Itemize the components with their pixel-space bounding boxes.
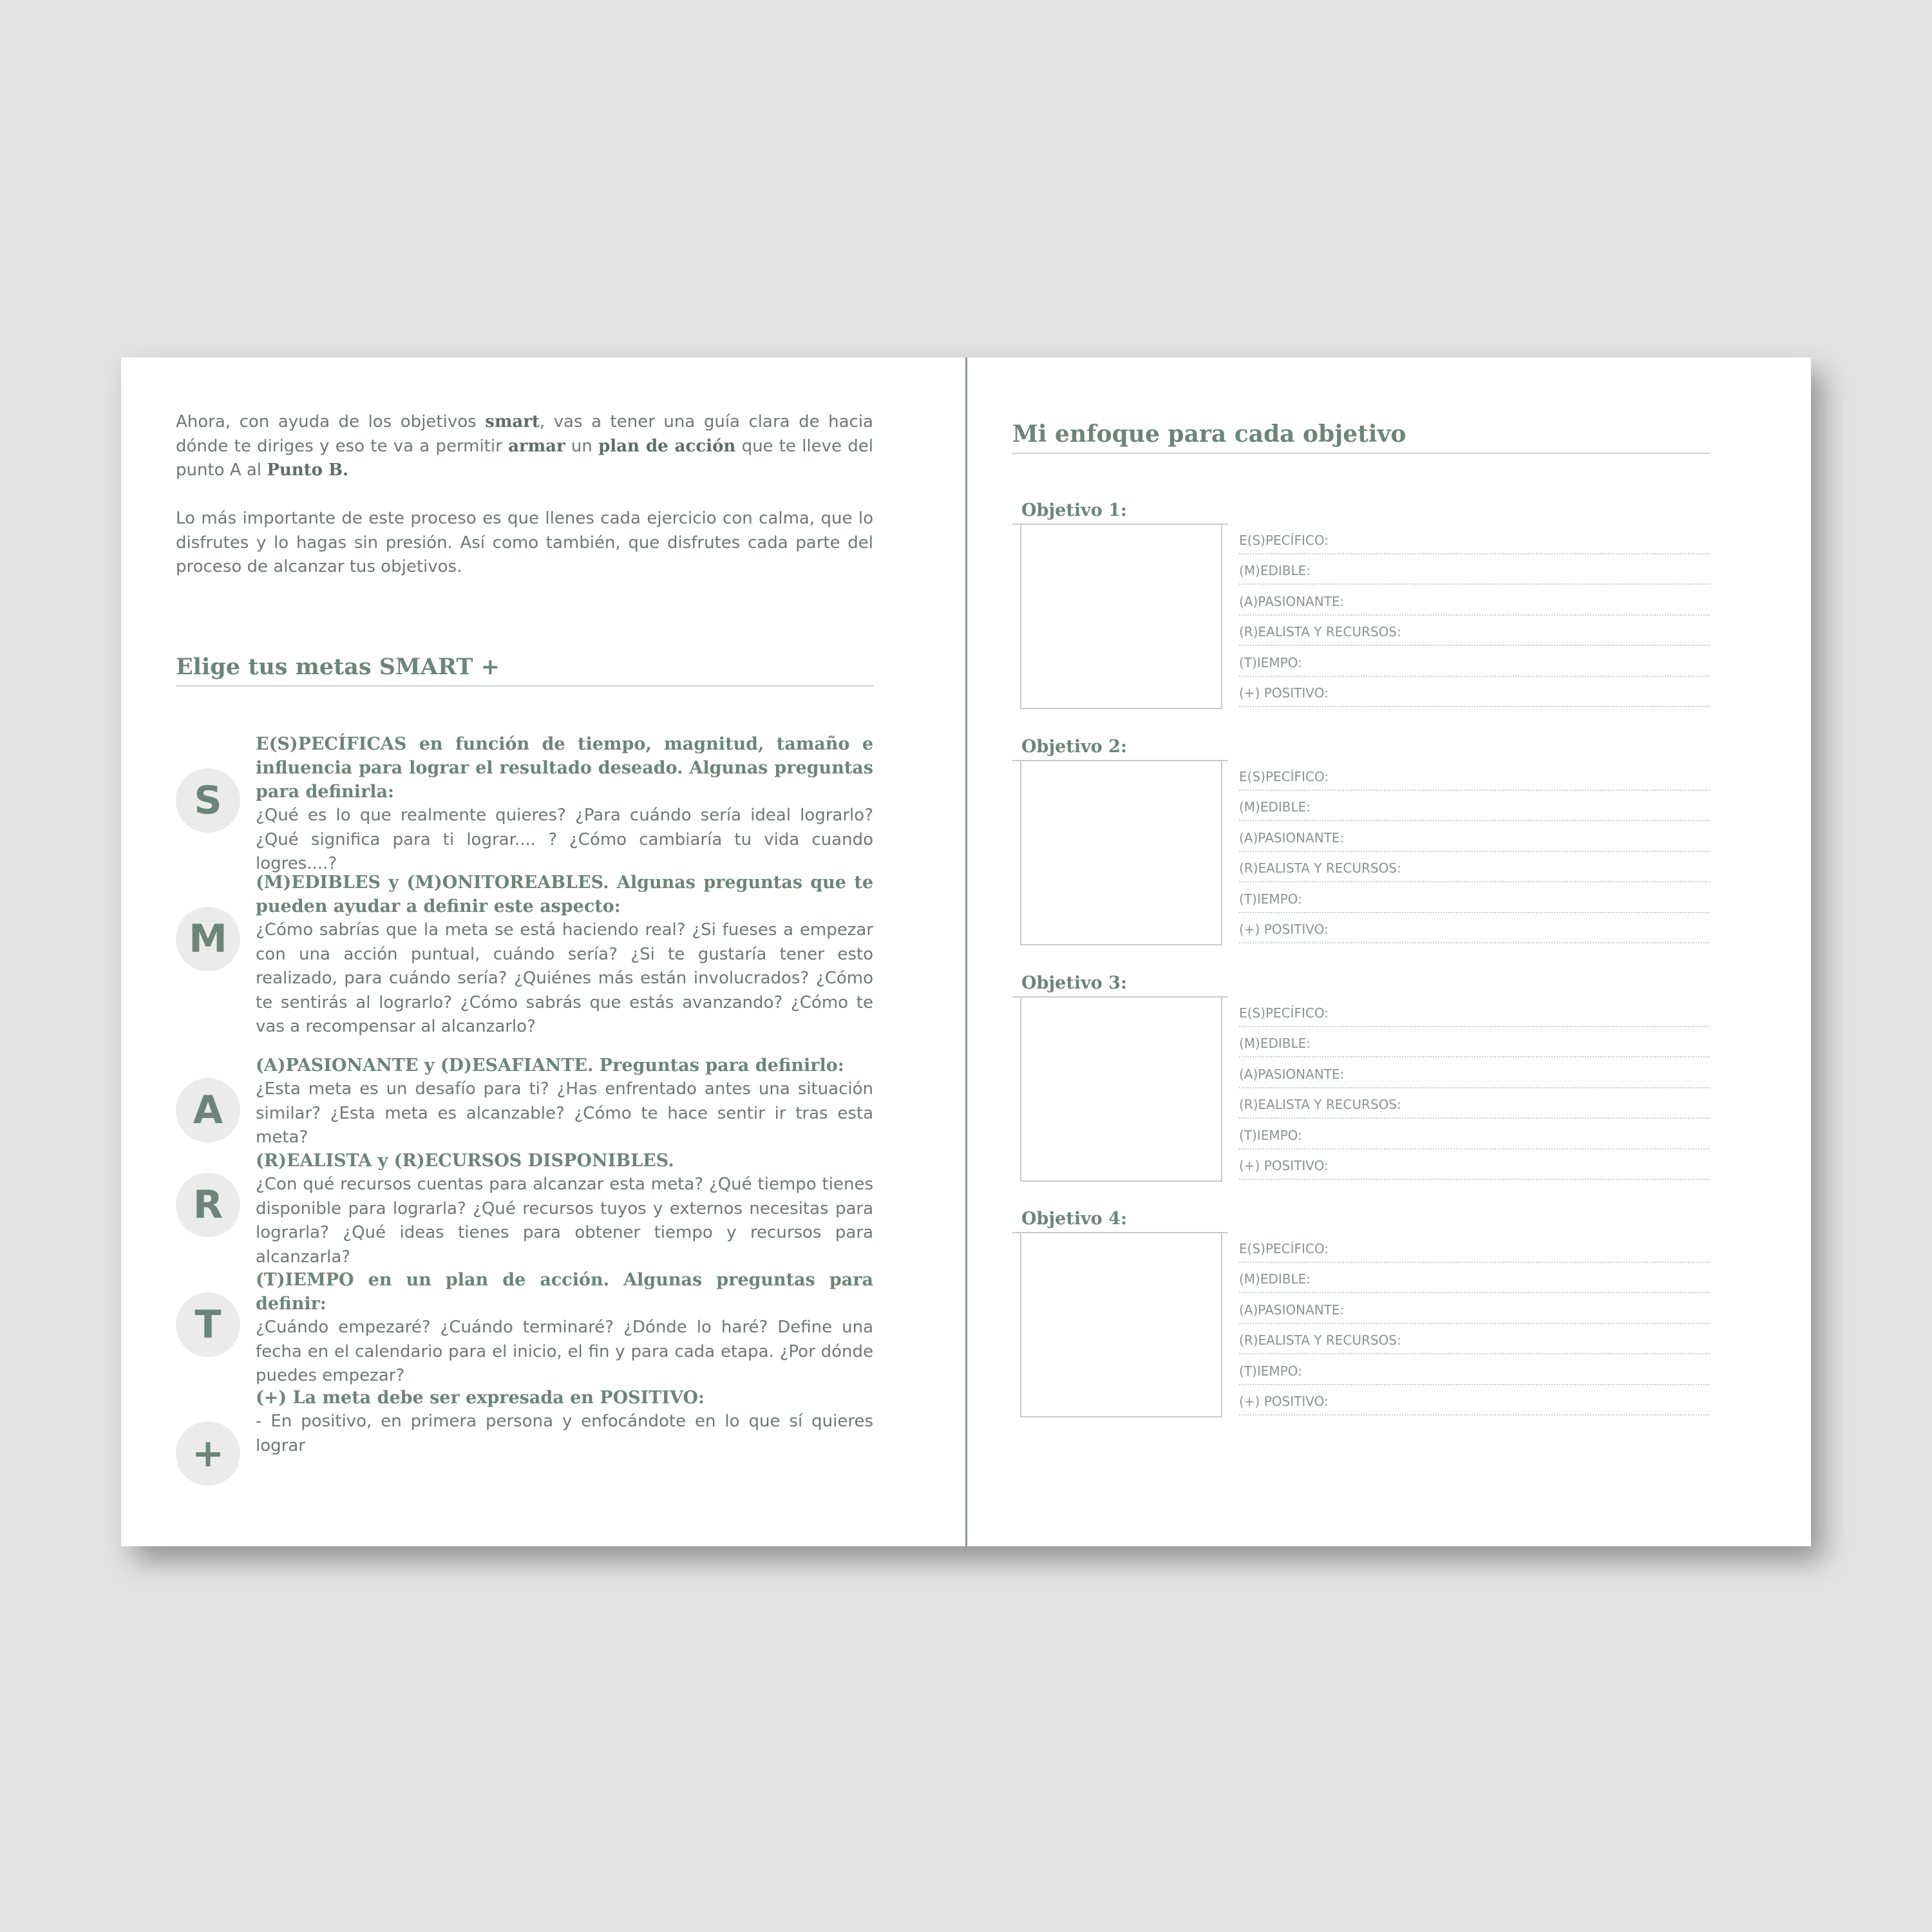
objetivo-image-box[interactable] bbox=[1020, 1232, 1222, 1417]
letter-circle-t: T bbox=[176, 1293, 240, 1357]
objetivo-block-3 bbox=[1012, 973, 1710, 1173]
right-page-title: Mi enfoque para cada objetivo bbox=[1012, 421, 1710, 454]
objetivo-image-box[interactable] bbox=[1020, 760, 1222, 945]
field-especifico[interactable]: E(S)PECÍFICO: bbox=[1239, 760, 1710, 791]
objetivo-fields bbox=[1239, 760, 1710, 943]
intro-paragraph-2: Lo más importante de este proceso es que llenes cada ejercicio con calma, que lo disfrutes y lo hagas sin presión. Así como también, que disfrutes cada parte del proceso de alcanzar tus objetivos. bbox=[176, 509, 873, 576]
field-apasionante[interactable]: (A)PASIONANTE: bbox=[1239, 585, 1710, 616]
smart-item-body: ¿Qué es lo que realmente quieres? ¿Para cuándo sería ideal lograrlo? ¿Qué significa para ti lograr.... ? ¿Cómo cambiaría tu vida cuando logres....? bbox=[256, 806, 873, 873]
field-realista[interactable]: (R)EALISTA Y RECURSOS: bbox=[1239, 616, 1710, 647]
smart-item-body: - En positivo, en primera persona y enfocándote en lo que sí quieres lograr bbox=[256, 1412, 873, 1455]
smart-item-text bbox=[256, 1268, 873, 1388]
left-page bbox=[121, 357, 965, 1546]
smart-item-body: ¿Con qué recursos cuentas para alcanzar esta meta? ¿Qué tiempo tienes disponible para lograrla? ¿Qué recursos tuyos y externos necesitas para lograrla? ¿Qué ideas tienes para obtener tiempo y recursos para alcanzarla? bbox=[256, 1175, 873, 1267]
field-medible[interactable]: (M)EDIBLE: bbox=[1239, 791, 1710, 822]
field-tiempo[interactable]: (T)IEMPO: bbox=[1239, 882, 1710, 913]
objetivo-fields bbox=[1239, 1232, 1710, 1416]
smart-item-text bbox=[256, 732, 873, 876]
field-especifico[interactable]: E(S)PECÍFICO: bbox=[1239, 996, 1710, 1027]
objetivo-fields bbox=[1239, 996, 1710, 1180]
field-apasionante[interactable]: (A)PASIONANTE: bbox=[1239, 1057, 1710, 1088]
field-medible[interactable]: (M)EDIBLE: bbox=[1239, 1027, 1710, 1058]
field-positivo[interactable]: (+) POSITIVO: bbox=[1239, 1150, 1710, 1180]
section-title: Elige tus metas SMART + bbox=[176, 654, 873, 687]
smart-item-heading: (+) La meta debe ser expresada en POSITIVO: bbox=[256, 1388, 705, 1408]
letter-circle-a: A bbox=[176, 1078, 240, 1142]
smart-item-heading: (R)EALISTA y (R)ECURSOS DISPONIBLES. bbox=[256, 1151, 674, 1171]
right-page bbox=[967, 357, 1811, 1546]
field-positivo[interactable]: (+) POSITIVO: bbox=[1239, 1385, 1710, 1416]
objetivo-image-box[interactable] bbox=[1020, 524, 1222, 709]
field-apasionante[interactable]: (A)PASIONANTE: bbox=[1239, 821, 1710, 852]
objetivo-block-4 bbox=[1012, 1209, 1710, 1409]
objetivo-block-2 bbox=[1012, 737, 1710, 937]
smart-item-heading: (T)IEMPO en un plan de acción. Algunas preguntas para definir: bbox=[256, 1270, 873, 1314]
smart-item-text bbox=[256, 871, 873, 1039]
objetivo-label: Objetivo 3: bbox=[1021, 973, 1127, 993]
objetivo-label: Objetivo 2: bbox=[1021, 737, 1127, 757]
field-medible[interactable]: (M)EDIBLE: bbox=[1239, 1263, 1710, 1294]
objetivo-block-1 bbox=[1012, 500, 1710, 701]
smart-item-text bbox=[256, 1386, 873, 1458]
smart-item-heading: (M)EDIBLES y (M)ONITOREABLES. Algunas preguntas que te pueden ayudar a definir este aspecto: bbox=[256, 873, 873, 916]
objetivo-label: Objetivo 1: bbox=[1021, 500, 1127, 520]
intro-paragraph-1: Ahora, con ayuda de los objetivos smart, vas a tener una guía clara de hacia dónde te diriges y eso te va a permitir armar un plan de acción que te lleve del punto A al Punto B. bbox=[176, 412, 873, 480]
field-realista[interactable]: (R)EALISTA Y RECURSOS: bbox=[1239, 1088, 1710, 1119]
field-positivo[interactable]: (+) POSITIVO: bbox=[1239, 913, 1710, 944]
letter-circle-s: S bbox=[176, 768, 240, 833]
field-realista[interactable]: (R)EALISTA Y RECURSOS: bbox=[1239, 1324, 1710, 1355]
smart-item-text bbox=[256, 1054, 873, 1150]
book-spread bbox=[121, 357, 1811, 1546]
objetivo-fields bbox=[1239, 524, 1710, 707]
objetivo-image-box[interactable] bbox=[1020, 996, 1222, 1182]
field-realista[interactable]: (R)EALISTA Y RECURSOS: bbox=[1239, 852, 1710, 883]
smart-item-heading: (A)PASIONANTE y (D)ESAFIANTE. Preguntas para definirlo: bbox=[256, 1056, 844, 1075]
field-tiempo[interactable]: (T)IEMPO: bbox=[1239, 1119, 1710, 1150]
smart-item-text bbox=[256, 1149, 873, 1269]
field-apasionante[interactable]: (A)PASIONANTE: bbox=[1239, 1293, 1710, 1324]
field-positivo[interactable]: (+) POSITIVO: bbox=[1239, 677, 1710, 708]
letter-circle-plus: + bbox=[176, 1421, 240, 1486]
field-especifico[interactable]: E(S)PECÍFICO: bbox=[1239, 524, 1710, 554]
smart-item-body: ¿Cuándo empezaré? ¿Cuándo terminaré? ¿Dónde lo haré? Define una fecha en el calendario para el inicio, el fin y para cada etapa. ¿Por dónde puedes empezar? bbox=[256, 1318, 873, 1385]
field-especifico[interactable]: E(S)PECÍFICO: bbox=[1239, 1232, 1710, 1263]
letter-circle-m: M bbox=[176, 907, 240, 971]
field-tiempo[interactable]: (T)IEMPO: bbox=[1239, 1354, 1710, 1385]
smart-item-heading: E(S)PECÍFICAS en función de tiempo, magnitud, tamaño e influencia para lograr el resultado deseado. Algunas preguntas para definirla: bbox=[256, 734, 873, 802]
objetivo-label: Objetivo 4: bbox=[1021, 1209, 1127, 1229]
smart-item-body: ¿Cómo sabrías que la meta se está haciendo real? ¿Si fueses a empezar con una acción puntual, cuándo sería? ¿Si te gustaría tener esto realizado, para cuándo sería? ¿Quiénes más están involucrados? ¿Cómo te sentirás al lograrlo? ¿Cómo sabrás que estás avanzando? ¿Cómo te vas a recompensar al alcanzarlo? bbox=[256, 920, 873, 1036]
field-medible[interactable]: (M)EDIBLE: bbox=[1239, 554, 1710, 585]
letter-circle-r: R bbox=[176, 1173, 240, 1237]
smart-item-body: ¿Esta meta es un desafío para ti? ¿Has enfrentado antes una situación similar? ¿Esta meta es alcanzable? ¿Cómo te hace sentir ir tras esta meta? bbox=[256, 1079, 873, 1147]
field-tiempo[interactable]: (T)IEMPO: bbox=[1239, 646, 1710, 677]
